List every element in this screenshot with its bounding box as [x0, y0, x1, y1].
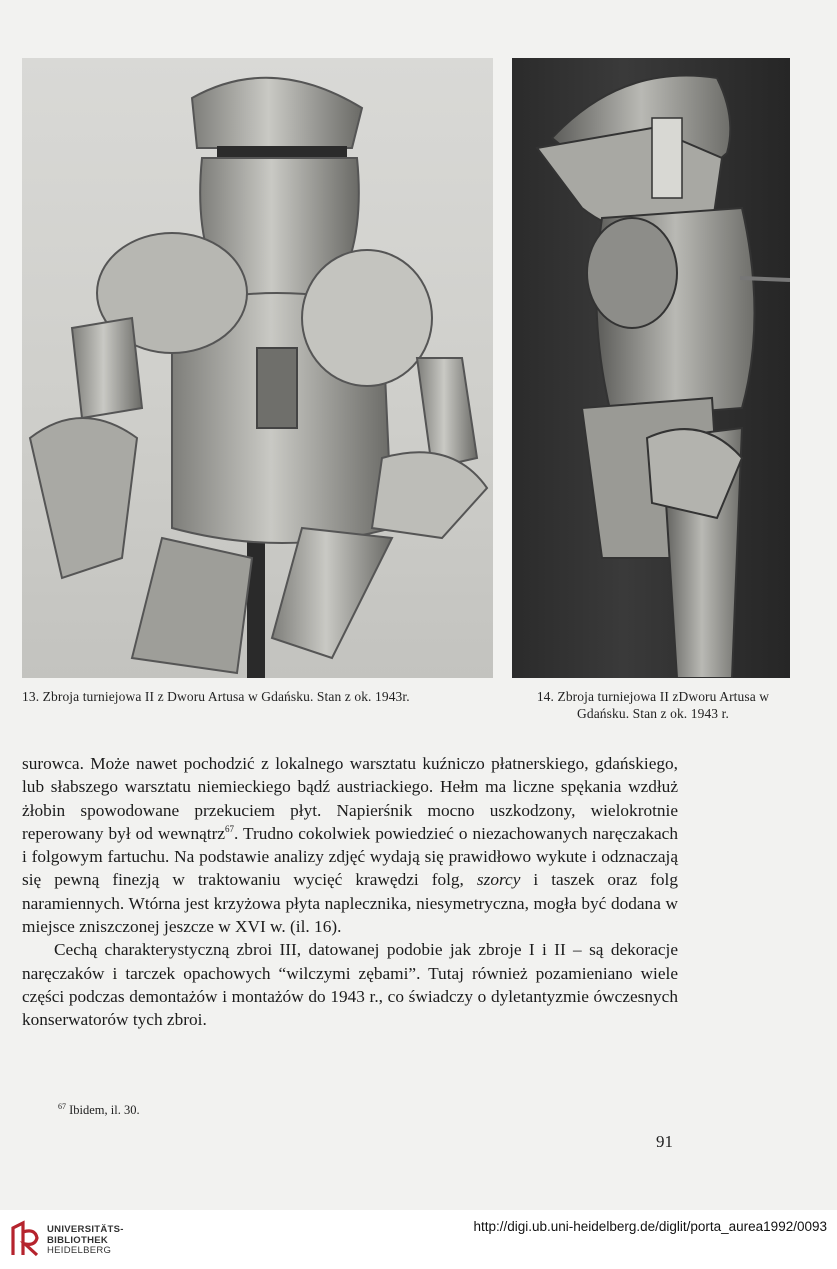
- footnote-reference: 67: [225, 824, 235, 835]
- paragraph-1: [22, 752, 678, 938]
- armor-side-image: [512, 58, 790, 678]
- armor-front-image: [22, 58, 493, 678]
- armor-photo-side: [512, 58, 790, 678]
- body-text: [22, 752, 678, 1032]
- library-name-line-1: UNIVERSITÄTS-: [47, 1224, 124, 1235]
- library-name: [47, 1225, 124, 1257]
- armor-photo-front: [22, 58, 493, 678]
- paragraph-1-text-a: surowca. Może nawet pochodzić z lokalnego warsztatu kuźniczo płatnerskiego, gdańskiego, lub słabszego warsztatu niemieckiego bądź austriackiego. Hełm ma liczne spękania wzdłuż żłobin spowodowane przekuciem płyt. Napierśnik mocno uszkodzony, wielokrotnie reperowany był od wewnątrz: [22, 754, 678, 843]
- paragraph-1-text-b: . Trudno cokolwiek powiedzieć o niezachowanych naręczakach i folgowym fartuchu. Na podstawie analizy zdjęć wydają się prawidłowo wykute i odznaczają się pewną finezją w traktowaniu wycięć krawędzi folg,: [22, 823, 678, 890]
- figure-caption-14: 14. Zbroja turniejowa II zDworu Artusa w Gdańsku. Stan z ok. 1943 r.: [536, 689, 770, 721]
- paragraph-1-text-c: i taszek oraz folg naramiennych. Wtórna jest krzyżowa płyta naplecznika, niesymetryczna, mogła być dodana w miejsce zniszczonej jeszcze w XVI w. (il. 16).: [22, 870, 679, 937]
- paragraph-2: Cechą charakterystyczną zbroi III, datowanej podobie jak zbroje I i II – są dekoracje naręczaków i tarczek opachowych “wilczymi zębami”. Tutaj również pozamieniano wiele części podczas demontażów i montażów do 1943 r., co świadczy o dyletantyzmie ówczesnych konserwatorów tych zbroi.: [22, 940, 678, 1030]
- university-library-logo-icon: [10, 1220, 40, 1258]
- library-name-line-2: BIBLIOTHEK: [47, 1234, 109, 1246]
- figure-caption-13: 13. Zbroja turniejowa II z Dworu Artusa w Gdańsku. Stan z ok. 1943r.: [22, 689, 410, 704]
- library-name-line-3: HEIDELBERG: [47, 1245, 112, 1256]
- footnote: [58, 1102, 140, 1118]
- page-number: 91: [656, 1132, 673, 1151]
- footnote-text: Ibidem, il. 30.: [66, 1103, 140, 1118]
- paragraph-1-italic-term: szorcy: [476, 870, 521, 890]
- footnote-number: 67: [58, 1102, 66, 1111]
- digital-library-link[interactable]: http://digi.ub.uni-heidelberg.de/diglit/porta_aurea1992/0093: [473, 1219, 827, 1234]
